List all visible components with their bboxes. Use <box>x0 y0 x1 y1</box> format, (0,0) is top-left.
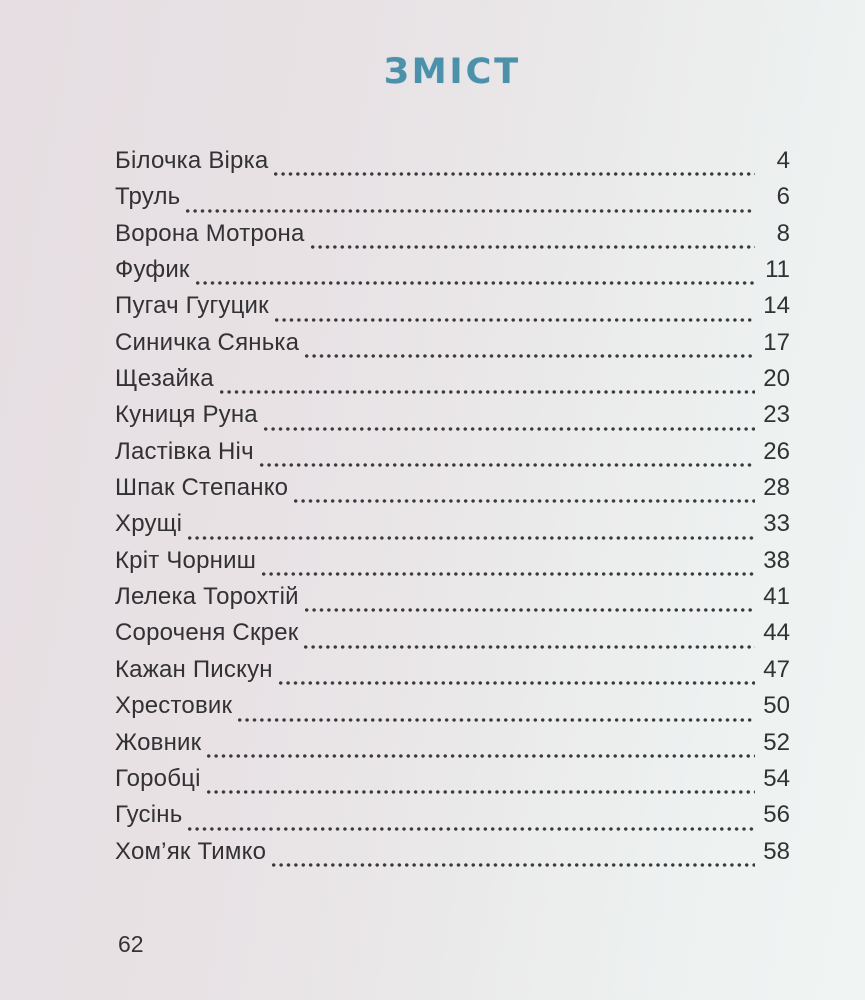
dot-leader <box>188 536 755 540</box>
folio-page-number: 62 <box>118 931 144 957</box>
toc-entry-page-number: 58 <box>763 837 790 865</box>
toc-entry-page-number: 41 <box>763 583 790 611</box>
dot-leader <box>264 427 755 431</box>
toc-entry-page-number: 26 <box>763 437 790 465</box>
dot-leader <box>186 209 755 213</box>
dot-leader <box>305 608 755 612</box>
toc-entry-title: Ворона Мотрона <box>115 219 305 247</box>
toc-entry-title: Пугач Гугуцик <box>115 292 269 320</box>
toc-row <box>115 292 790 328</box>
dot-leader <box>188 827 755 831</box>
toc-entry-page-number: 28 <box>763 474 790 502</box>
toc-row <box>115 583 790 619</box>
toc-row <box>115 365 790 401</box>
toc-entry-page-number: 8 <box>776 219 790 247</box>
toc-row <box>115 183 790 219</box>
toc-row <box>115 329 790 365</box>
dot-leader <box>207 754 755 758</box>
toc-entry-title: Фуфик <box>115 256 190 284</box>
toc-row <box>115 765 790 801</box>
toc-row <box>115 838 790 874</box>
toc-row <box>115 801 790 837</box>
toc-entry-page-number: 20 <box>763 365 790 393</box>
toc-entry-title: Ластівка Ніч <box>115 437 254 465</box>
dot-leader <box>207 790 755 794</box>
toc-entry-page-number: 23 <box>763 401 790 429</box>
toc-row <box>115 438 790 474</box>
toc-entry-page-number: 50 <box>763 692 790 720</box>
dot-leader <box>220 390 755 394</box>
toc-row <box>115 729 790 765</box>
toc-row <box>115 656 790 692</box>
toc-entry-page-number: 17 <box>763 328 790 356</box>
page-title: ЗМІСТ <box>383 52 522 92</box>
toc-entry-title: Синичка Сянька <box>115 328 300 356</box>
dot-leader <box>238 718 755 722</box>
dot-leader <box>294 499 755 503</box>
toc-entry-page-number: 38 <box>763 546 790 574</box>
toc-entry-title: Хрущі <box>115 510 183 538</box>
toc-row <box>115 510 790 546</box>
toc-entry-title: Щезайка <box>115 365 214 393</box>
dot-leader <box>304 645 755 649</box>
dot-leader <box>262 572 755 576</box>
toc-row <box>115 547 790 583</box>
toc-entry-title: Жовник <box>115 728 202 756</box>
toc-entry-title: Куниця Руна <box>115 401 258 429</box>
toc-entry-page-number: 11 <box>765 256 790 284</box>
dot-leader <box>196 281 755 285</box>
dot-leader <box>272 863 755 867</box>
dot-leader <box>311 245 756 249</box>
toc-row <box>115 147 790 183</box>
toc-entry-page-number: 6 <box>776 183 790 211</box>
toc-row <box>115 401 790 437</box>
toc-row <box>115 692 790 728</box>
dot-leader <box>260 463 755 467</box>
toc-entry-title: Кажан Пискун <box>115 655 273 683</box>
toc-row <box>115 256 790 292</box>
toc-entry-title: Лелека Торохтій <box>115 583 299 611</box>
toc-entry-title: Горобці <box>115 764 201 792</box>
toc-entry-page-number: 44 <box>763 619 790 647</box>
toc-entry-title: Кріт Чорниш <box>115 546 257 574</box>
dot-leader <box>275 318 755 322</box>
toc-row <box>115 220 790 256</box>
toc-list <box>115 147 790 874</box>
dot-leader <box>279 681 755 685</box>
toc-entry-title: Хрестовик <box>115 692 233 720</box>
toc-row <box>115 474 790 510</box>
toc-entry-title: Сороченя Скрек <box>115 619 299 647</box>
toc-entry-page-number: 56 <box>763 801 790 829</box>
dot-leader <box>305 354 755 358</box>
toc-entry-title: Шпак Степанко <box>115 474 289 502</box>
dot-leader <box>274 172 755 176</box>
toc-entry-page-number: 14 <box>763 292 790 320</box>
toc-entry-page-number: 47 <box>763 655 790 683</box>
toc-entry-title: Хом’як Тимко <box>115 837 267 865</box>
toc-entry-page-number: 4 <box>776 147 790 174</box>
toc-entry-title: Білочка Вірка <box>115 147 269 174</box>
toc-entry-page-number: 52 <box>763 728 790 756</box>
toc-row <box>115 619 790 655</box>
toc-entry-title: Труль <box>115 183 181 211</box>
toc-entry-page-number: 54 <box>763 764 790 792</box>
toc-entry-page-number: 33 <box>763 510 790 538</box>
toc-entry-title: Гусінь <box>115 801 183 829</box>
